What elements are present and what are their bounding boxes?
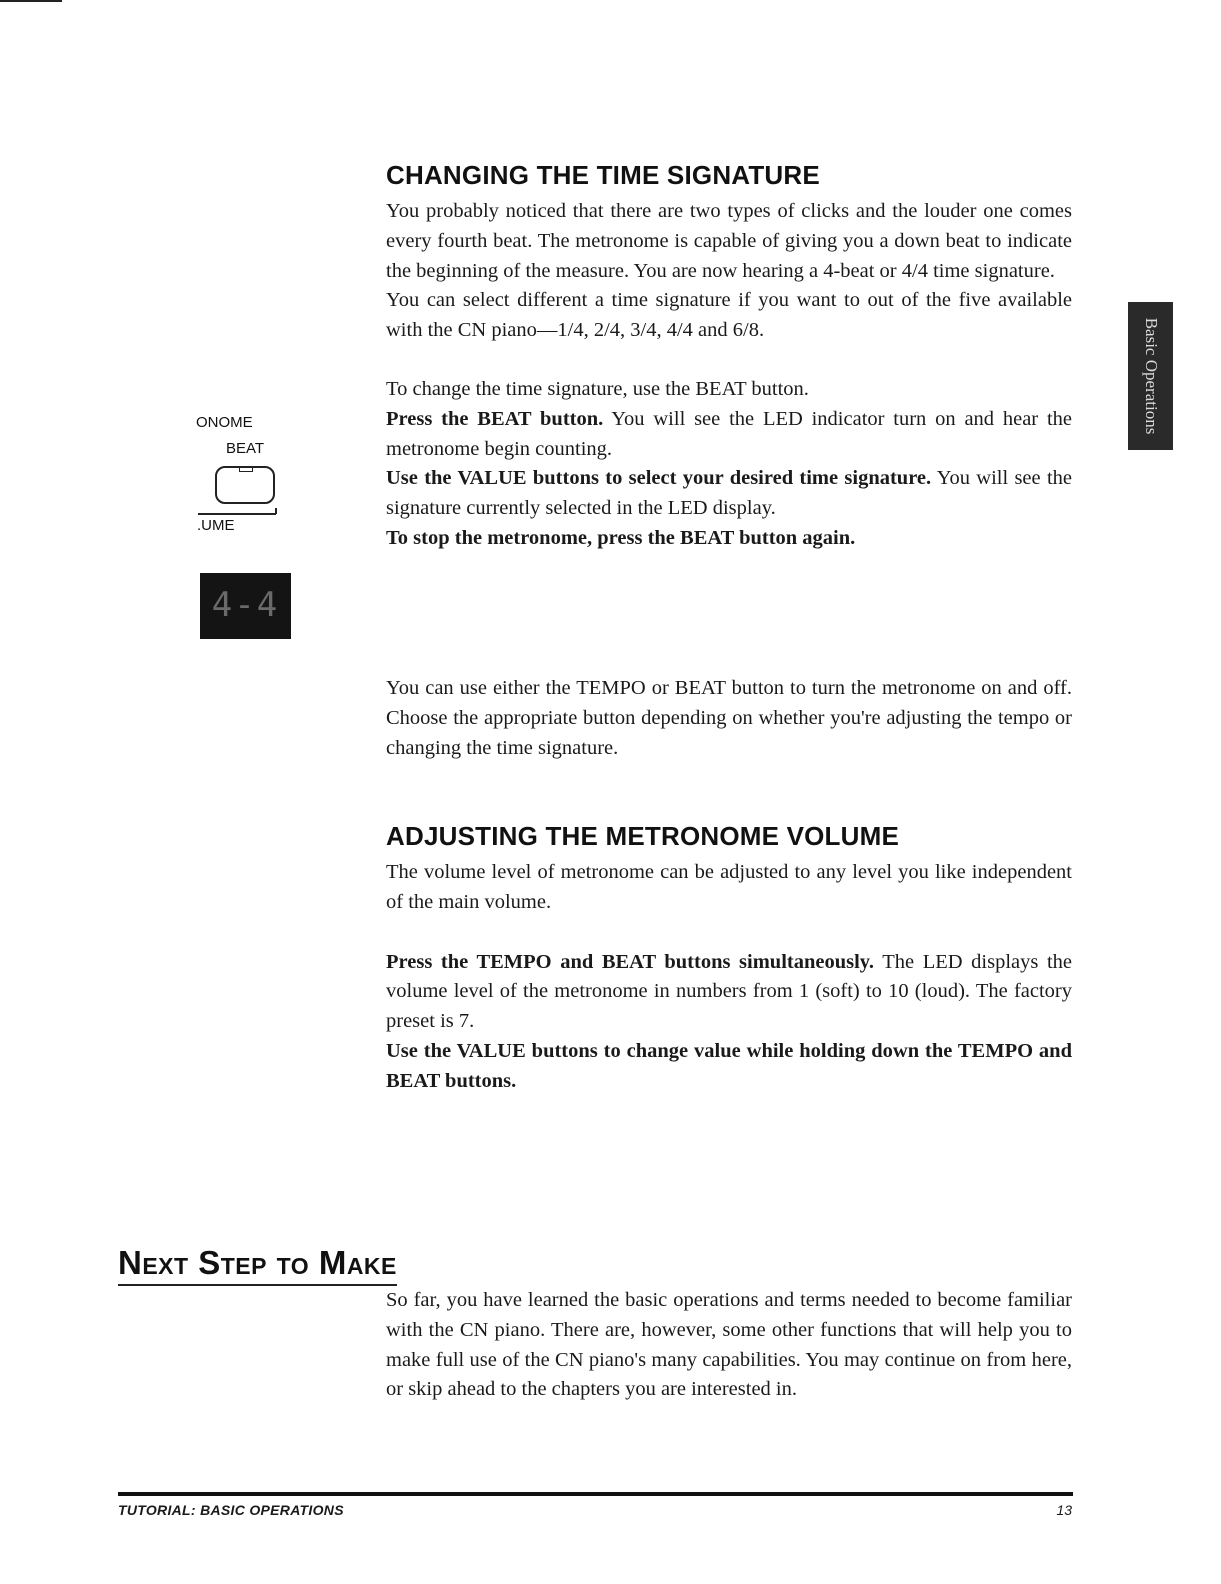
paragraph [386,524,1072,554]
section-next-step [386,1286,1072,1405]
paragraph [386,948,1072,1037]
panel-label-metronome: ONOME [196,414,253,431]
paragraph: You can use either the TEMPO or BEAT button to turn the metronome on and off. Choose the appropriate button depending on whether you're adjusting the tempo or changing the time signature. [386,677,1072,759]
paragraph [386,1037,1072,1097]
panel-divider-tick [275,508,277,514]
panel-divider [198,513,276,515]
paragraph: So far, you have learned the basic operations and terms needed to become familiar with the CN piano. There are, however, some other functions that will help you to make full use of the CN piano's many capabilities. You may continue on from here, or skip ahead to the chapters you are interested in. [386,1289,1072,1401]
panel-label-volume: .UME [197,517,235,534]
note-tempo-beat [386,674,1072,763]
page-number: 13 [1056,1502,1072,1518]
chapter-tab-label: Basic Operations [1141,317,1161,435]
instruction-bold: To stop the metronome, press the BEAT button again. [386,526,856,549]
instruction-text: You will see the signature currently selected in the LED display. [386,467,1072,520]
heading-metronome-volume: ADJUSTING THE METRONOME VOLUME [386,821,900,851]
paragraph [386,464,1072,524]
led-indicator-icon [239,467,253,472]
led-display [200,573,291,639]
footer-rule [118,1492,1073,1496]
chapter-tab [1128,302,1173,450]
paragraph [386,405,1072,465]
paragraph: The volume level of metronome can be adjusted to any level you like independent of the main volume. [386,861,1072,913]
instruction-bold: Press the TEMPO and BEAT buttons simultaneously. [386,950,875,973]
heading-time-signature: CHANGING THE TIME SIGNATURE [386,160,820,190]
led-display-value: 4-4 [211,585,280,625]
paragraph: You probably noticed that there are two types of clicks and the louder one comes every fourth beat. The metronome is capable of giving you a down beat to indicate the beginning of the measure. You are now hearing a 4-beat or 4/4 time signature. [386,200,1072,282]
top-rule [0,0,62,2]
section-metronome-volume [386,821,1072,1097]
beat-button-illustration [215,466,275,504]
panel-label-beat: BEAT [226,440,265,457]
instruction-bold: Use the VALUE buttons to select your desired time signature. [386,467,932,490]
section-time-signature [386,160,1072,554]
heading-next-step: Next Step to Make [118,1244,397,1286]
paragraph: To change the time signature, use the BEAT button. [386,377,809,400]
instruction-bold: Press the BEAT button. [386,407,604,430]
footer-section-title: TUTORIAL: BASIC OPERATIONS [118,1502,344,1518]
instruction-text: The LED displays the volume level of the metronome in numbers from 1 (soft) to 10 (loud). The factory preset is 7. [386,950,1072,1033]
paragraph: You can select different a time signature if you want to out of the five available with the CN piano—1/4, 2/4, 3/4, 4/4 and 6/8. [386,289,1072,342]
instruction-bold: Use the VALUE buttons to change value while holding down the TEMPO and BEAT buttons. [386,1039,1072,1092]
instruction-text: You will see the LED indicator turn on and hear the metronome begin counting. [386,407,1072,460]
